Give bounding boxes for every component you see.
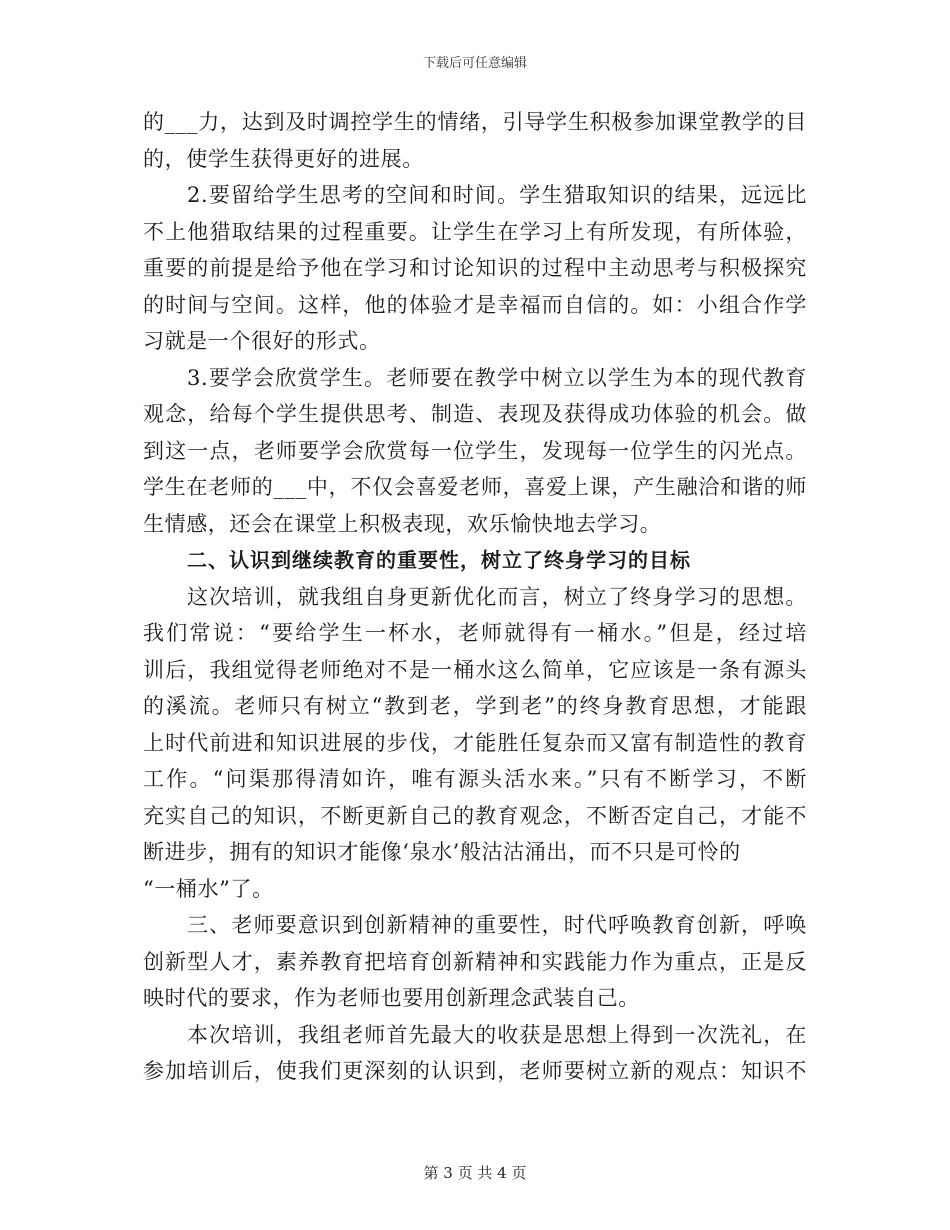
page-header: 下载后可任意编辑 [422,56,527,71]
text-line: 参加培训后，使我们更深刻的认识到，老师要树立新的观点：知识不 [143,1059,807,1083]
text-line: 到这一点，老师要学会欣赏每一位学生，发现每一位学生的闪光点。 [143,438,807,463]
text-line: 充实自己的知识，不断更新自己的教育观念，不断否定自己，才能不 [143,803,807,828]
page-number: 第 3 页 共 4 页 [423,1164,527,1182]
text-line: 断进步，拥有的知识才能像‘泉水’般沽沽涌出，而不只是可怜的 [143,840,741,864]
document-body [143,104,807,1090]
text-line: 2.要留给学生思考的空间和时间。学生猎取知识的结果，远远比 [187,183,807,207]
text-line: 工作。“问渠那得清如许，唯有源头活水来。”只有不断学习，不断 [143,767,807,791]
text-line: 上时代前进和知识进展的步伐，才能胜任复杂而又富有制造性的教育 [143,730,807,755]
text-line: 观念，给每个学生提供思考、制造、表现及获得成功体验的机会。做 [143,402,807,426]
text-line: 训后，我组觉得老师绝对不是一桶水这么简单，它应该是一条有源头 [143,657,807,682]
text-line: 重要的前提是给予他在学习和讨论知识的过程中主动思考与积极探究 [143,256,807,280]
text-line: 创新型人才，素养教育把培育创新精神和实践能力作为重点，正是反 [143,949,807,974]
section-heading: 二、认识到继续教育的重要性，树立了终身学习的目标 [187,548,691,572]
text-line: 的，使学生获得更好的进展。 [143,146,424,171]
text-line: 这次培训，就我组自身更新优化而言，树立了终身学习的思想。 [187,584,807,609]
text-line: 本次培训，我组老师首先最大的收获是思想上得到一次洗礼，在 [187,1022,807,1047]
text-line: 不上他猎取结果的过程重要。让学生在学习上有所发现，有所体验， [143,219,807,244]
text-line: “一桶水”了。 [143,876,274,901]
text-line: 我们常说：“要给学生一杯水，老师就得有一桶水。”但是，经过培 [143,621,807,645]
text-line: 习就是一个很好的形式。 [143,329,381,353]
text-line: 的溪流。老师只有树立“教到老，学到老”的终身教育思想，才能跟 [143,694,807,718]
text-line: 的时间与空间。这样，他的体验才是幸福而自信的。如：小组合作学 [143,292,807,317]
text-line: 学生在老师的___中，不仅会喜爱老师，喜爱上课，产生融洽和谐的师 [143,475,807,499]
text-line: 映时代的要求，作为老师也要用创新理念武装自己。 [143,986,640,1010]
text-line: 3.要学会欣赏学生。老师要在教学中树立以学生为本的现代教育 [187,365,807,390]
text-line: 的___力，达到及时调控学生的情绪，引导学生积极参加课堂教学的目 [143,110,807,134]
text-line: 生情感，还会在课堂上积极表现，欢乐愉快地去学习。 [143,511,662,536]
text-line: 三、老师要意识到创新精神的重要性，时代呼唤教育创新，呼唤 [187,913,807,937]
